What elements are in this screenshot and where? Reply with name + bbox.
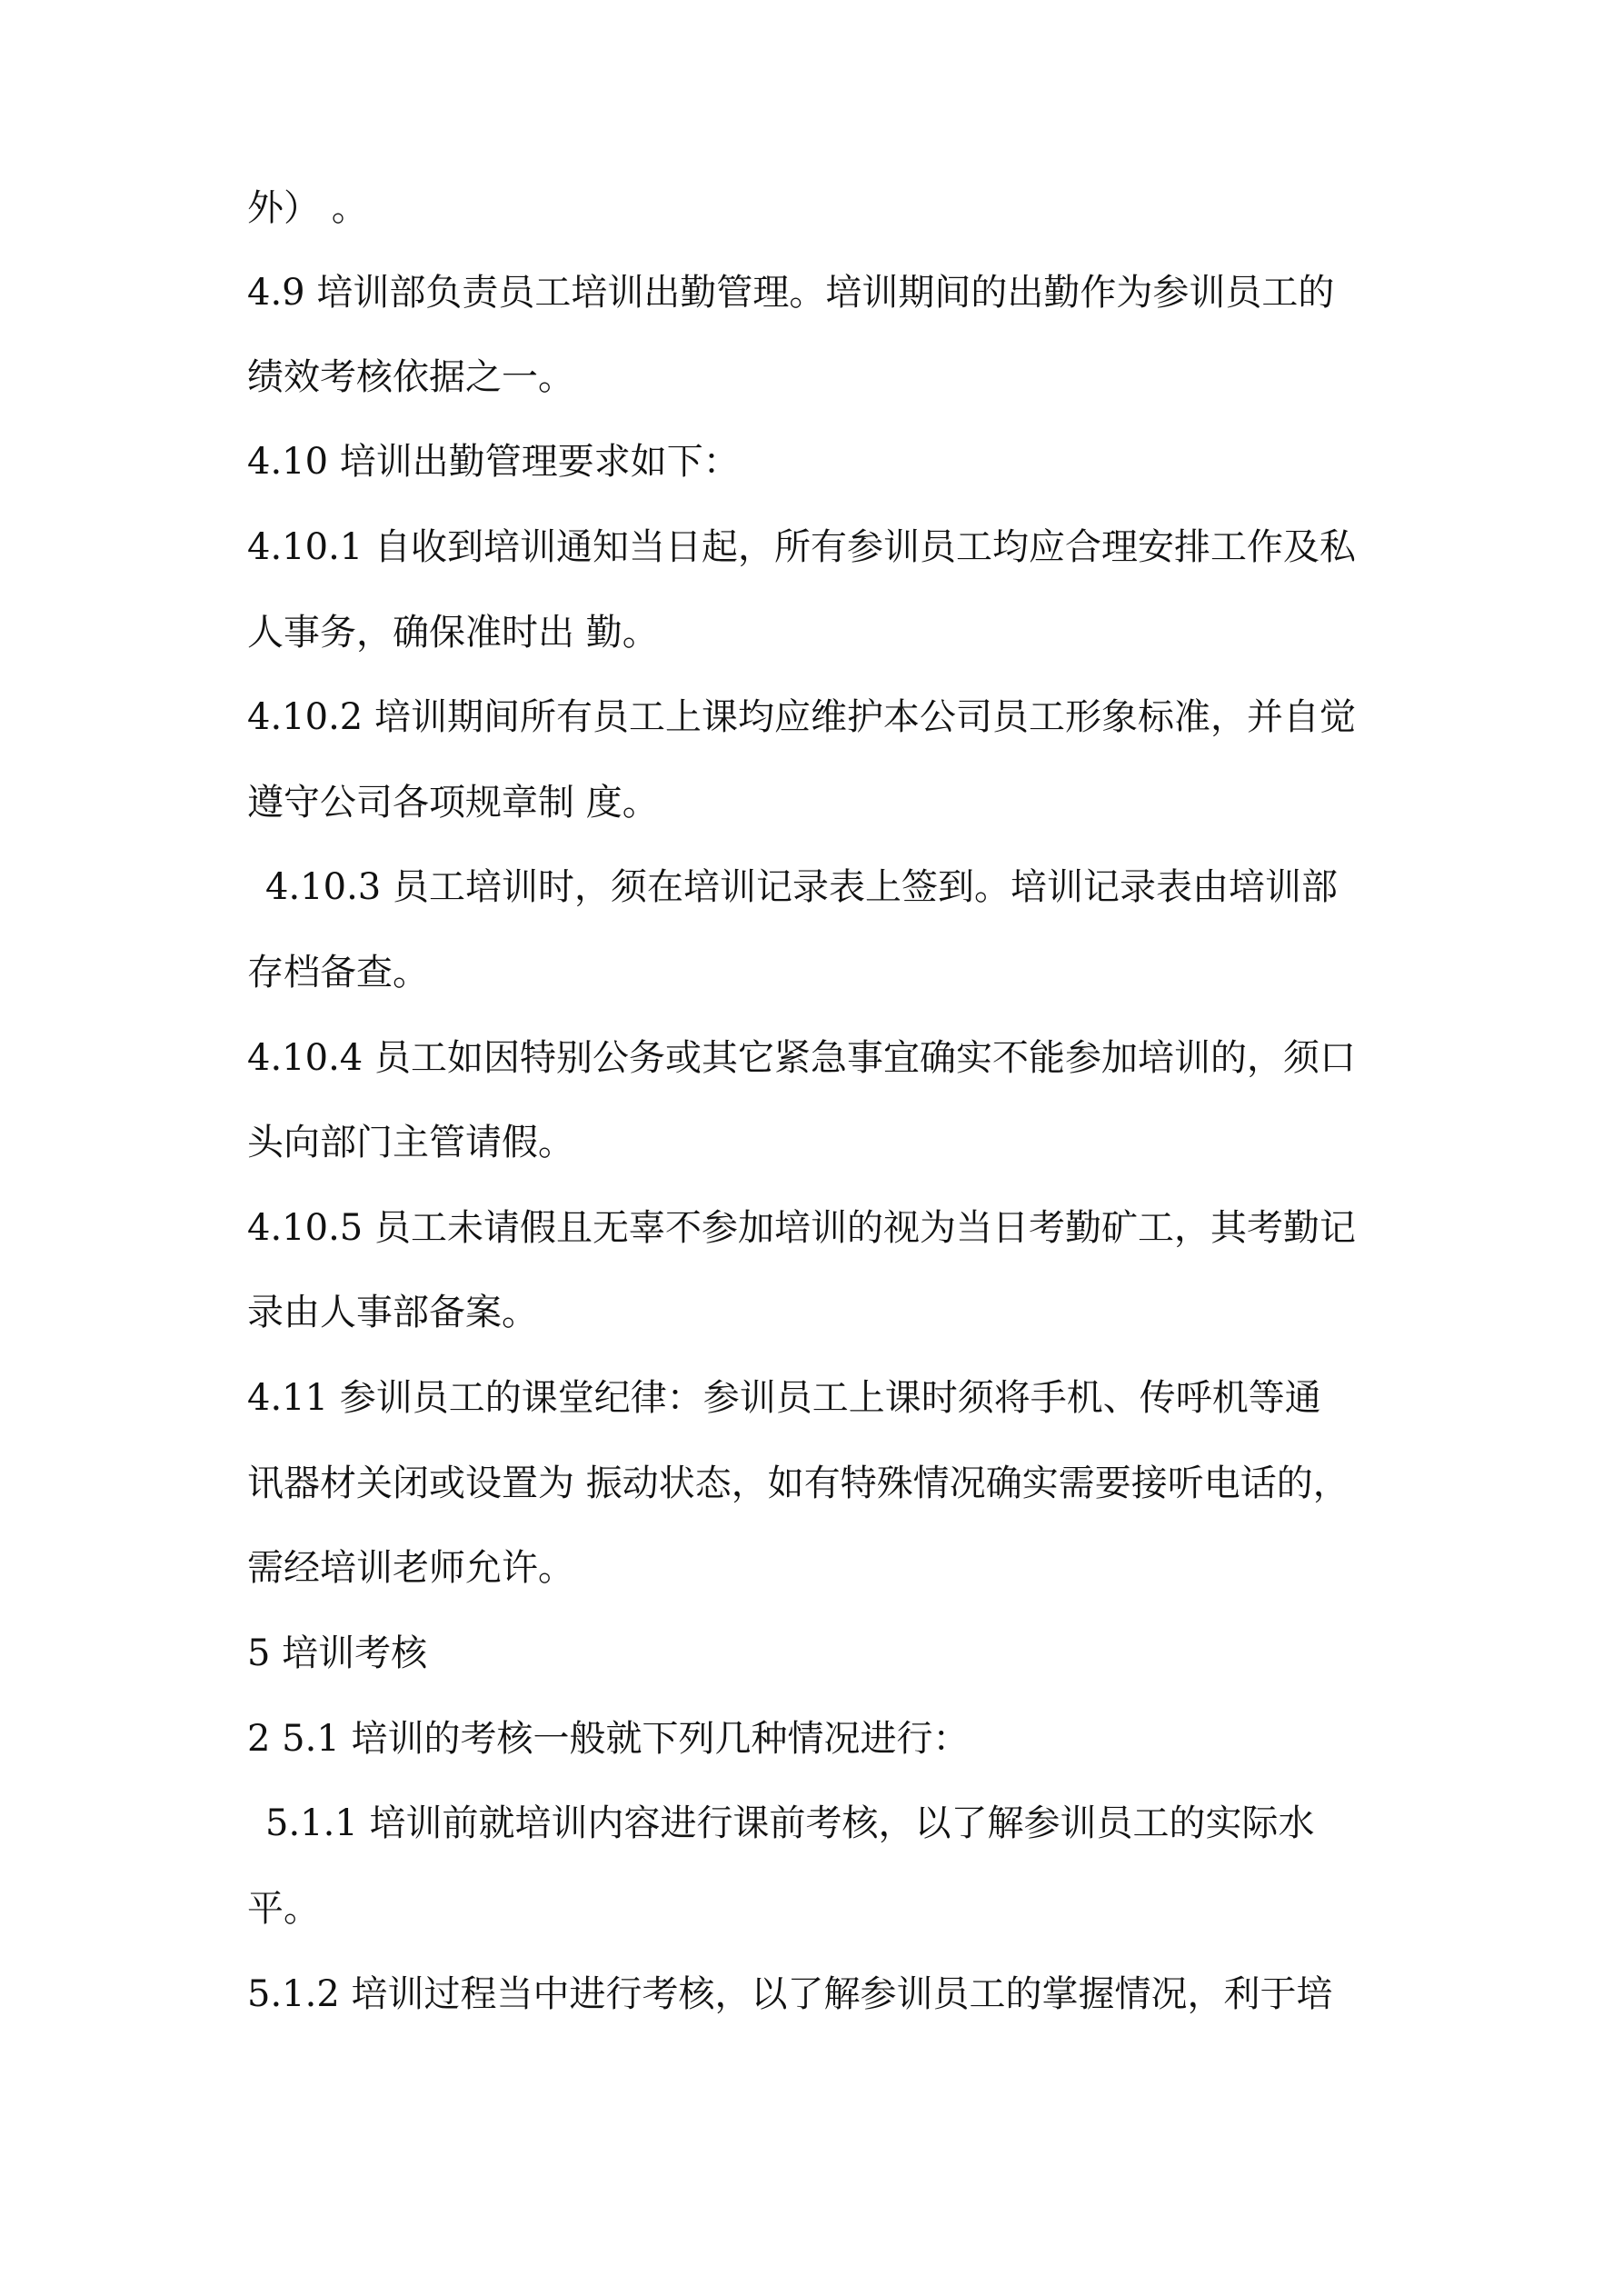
text-line-22: 5.1.2 培训过程当中进行考核，以了解参训员工的掌握情况，利于培: [247, 1973, 1333, 2015]
text-line-10: 存档备查。: [247, 952, 429, 993]
text-line-11: 4.10.4 员工如因特别公务或其它紧急事宜确实不能参加培训的，须口: [247, 1037, 1356, 1079]
text-line-16: 讯器材关闭或设置为 振动状态，如有特殊情况确实需要接听电话的，: [247, 1462, 1349, 1504]
text-line-4: 4.10 培训出勤管理要求如下：: [247, 441, 740, 483]
text-line-2: 4.9 培训部负责员工培训出勤管理。培训期间的出勤作为参训员工的: [247, 272, 1335, 314]
text-line-5: 4.10.1 自收到培训通知当日起，所有参训员工均应合理安排工作及私: [247, 526, 1356, 568]
text-line-12: 头向部门主管请假。: [247, 1122, 574, 1163]
text-line-19: 2 5.1 培训的考核一般就下列几种情况进行：: [247, 1718, 970, 1760]
text-line-13: 4.10.5 员工未请假且无辜不参加培训的视为当日考勤矿工，其考勤记: [247, 1207, 1356, 1249]
text-line-8: 遵守公司各项规章制 度。: [247, 782, 659, 824]
text-line-6: 人事务，确保准时出 勤。: [247, 612, 659, 654]
text-line-15: 4.11 参训员工的课堂纪律：参训员工上课时须将手机、传呼机等通: [247, 1377, 1321, 1419]
text-line-3: 绩效考核依据之一。: [247, 356, 574, 398]
text-line-1: 外） 。: [247, 187, 368, 229]
text-line-9: 4.10.3 员工培训时，须在培训记录表上签到。培训记录表由培训部: [265, 866, 1338, 908]
text-line-14: 录由人事部备案。: [247, 1292, 538, 1333]
text-line-7: 4.10.2 培训期间所有员工上课均应维护本公司员工形象标准，并自觉: [247, 696, 1356, 738]
text-line-18: 5 培训考核: [247, 1632, 428, 1674]
text-line-21: 平。: [247, 1888, 320, 1930]
text-line-20: 5.1.1 培训前就培训内容进行课前考核，以了解参训员工的实际水: [265, 1802, 1315, 1844]
text-line-17: 需经培训老师允许。: [247, 1547, 574, 1589]
